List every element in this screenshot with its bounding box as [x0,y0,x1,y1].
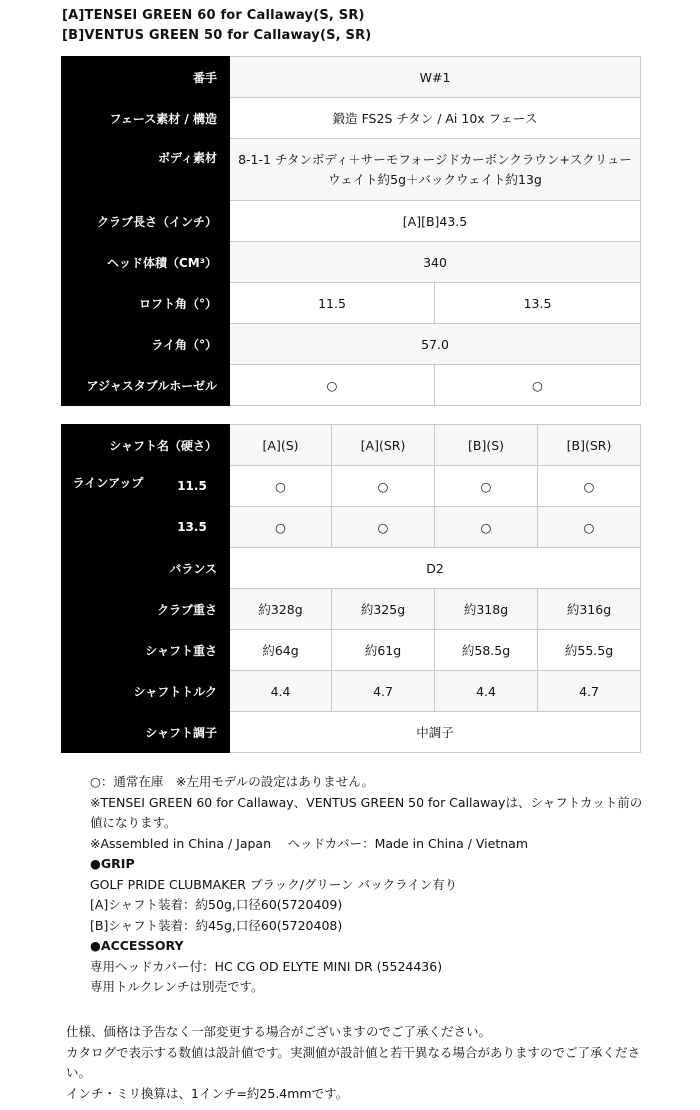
length-label: クラブ長さ（インチ） [62,201,230,242]
club-weight-value: 約316g [538,589,641,630]
loft-value-b: 13.5 [435,283,641,324]
torque-value: 4.7 [538,671,641,712]
shaft-weight-value: 約61g [332,630,435,671]
lineup-label: ラインアップ [62,466,155,548]
row-club-weight [62,589,641,630]
row-shaft-weight [62,630,641,671]
club-weight-label: クラブ重さ [62,589,230,630]
kick-value: 中調子 [230,712,641,753]
number-label: 番手 [62,57,230,98]
face-value: 鍛造 FS2S チタン / Ai 10x フェース [230,98,641,139]
row-volume [62,242,641,283]
shaft-name-label: シャフト名（硬さ） [62,425,230,466]
grip-name: GOLF PRIDE CLUBMAKER ブラック/グリーン バックライン有り [90,876,458,892]
club-weight-value: 約318g [435,589,538,630]
shaft-weight-label: シャフト重さ [62,630,230,671]
shaft-cut-note: ※TENSEI GREEN 60 for Callaway、VENTUS GREEN 50 for Callawayは、シャフトカット前の値になります。 [90,794,643,830]
row-balance [62,548,641,589]
row-torque [62,671,641,712]
disclaimer-line-3: インチ・ミリ換算は、1インチ=約25.4mmです。 [66,1085,349,1101]
lineup-mark: ○ [230,466,332,507]
shaft-weight-value: 約64g [230,630,332,671]
shaft-spec-table [61,424,641,753]
row-number [62,57,641,98]
row-face [62,98,641,139]
lineup-mark: ○ [538,466,641,507]
column-header: [A](S) [230,425,332,466]
lineup-loft: 11.5 [155,466,230,507]
lineup-mark: ○ [230,507,332,548]
volume-value: 340 [230,242,641,283]
disclaimer-line-1: 仕様、価格は予告なく一部変更する場合がございますのでご了承ください。 [66,1024,492,1039]
lineup-mark: ○ [332,507,435,548]
torque-value: 4.4 [230,671,332,712]
lineup-mark: ○ [538,507,641,548]
grip-heading: ●GRIP [90,856,135,871]
shaft-title-b: [B]VENTUS GREEN 50 for Callaway(S, SR) [62,28,372,43]
row-body [62,139,641,201]
face-label: フェース素材 / 構造 [62,98,230,139]
hosel-value-b: ○ [435,365,641,406]
column-header: [B](SR) [538,425,641,466]
lineup-loft: 13.5 [155,507,230,548]
head-spec-table [61,56,641,406]
lineup-mark: ○ [435,466,538,507]
number-value: W#1 [230,57,641,98]
lineup-mark: ○ [435,507,538,548]
accessory-cover: 専用ヘッドカバー付：HC CG OD ELYTE MINI DR (5524436) [90,958,443,974]
row-length [62,201,641,242]
club-weight-value: 約325g [332,589,435,630]
row-lineup-1 [62,466,641,507]
lie-value: 57.0 [230,324,641,365]
shaft-weight-value: 約55.5g [538,630,641,671]
loft-value-a: 11.5 [230,283,435,324]
row-lie [62,324,641,365]
notes [90,772,650,998]
disclaimer [66,1022,656,1104]
stock-note: ○：通常在庫 ※左用モデルの設定はありません。 [90,774,375,789]
grip-a: [A]シャフト装着：約50g,口径60(5720409) [90,897,343,912]
row-kick [62,712,641,753]
hosel-value-a: ○ [230,365,435,406]
torque-value: 4.4 [435,671,538,712]
accessory-wrench: 専用トルクレンチは別売です。 [90,979,264,994]
accessory-heading: ●ACCESSORY [90,938,184,953]
column-header: [A](SR) [332,425,435,466]
column-header: [B](S) [435,425,538,466]
disclaimer-line-2: カタログで表示する数値は設計値です。実測値が設計値と若干異なる場合がありますのでご了承ください。 [66,1044,641,1080]
shaft-weight-value: 約58.5g [435,630,538,671]
length-value: [A][B]43.5 [230,201,641,242]
row-shaft-name [62,425,641,466]
loft-label: ロフト角（°） [62,283,230,324]
row-hosel [62,365,641,406]
assembly-note: ※Assembled in China / Japan ヘッドカバー：Made in China / Vietnam [90,835,528,851]
grip-b: [B]シャフト装着：約45g,口径60(5720408) [90,917,343,933]
torque-label: シャフトトルク [62,671,230,712]
kick-label: シャフト調子 [62,712,230,753]
volume-label: ヘッド体積（CM³） [62,242,230,283]
torque-value: 4.7 [332,671,435,712]
body-label: ボディ素材 [62,139,230,201]
lineup-mark: ○ [332,466,435,507]
lie-label: ライ角（°） [62,324,230,365]
club-weight-value: 約328g [230,589,332,630]
balance-label: バランス [62,548,230,589]
shaft-title-a: [A]TENSEI GREEN 60 for Callaway(S, SR) [62,8,365,23]
balance-value: D2 [230,548,641,589]
row-loft [62,283,641,324]
hosel-label: アジャスタブルホーゼル [62,365,230,406]
body-value: 8-1-1 チタンボディ＋サーモフォージドカーボンクラウン+スクリューウェイト約5g＋バックウェイト約13g [230,139,641,201]
shaft-titles [62,6,371,46]
